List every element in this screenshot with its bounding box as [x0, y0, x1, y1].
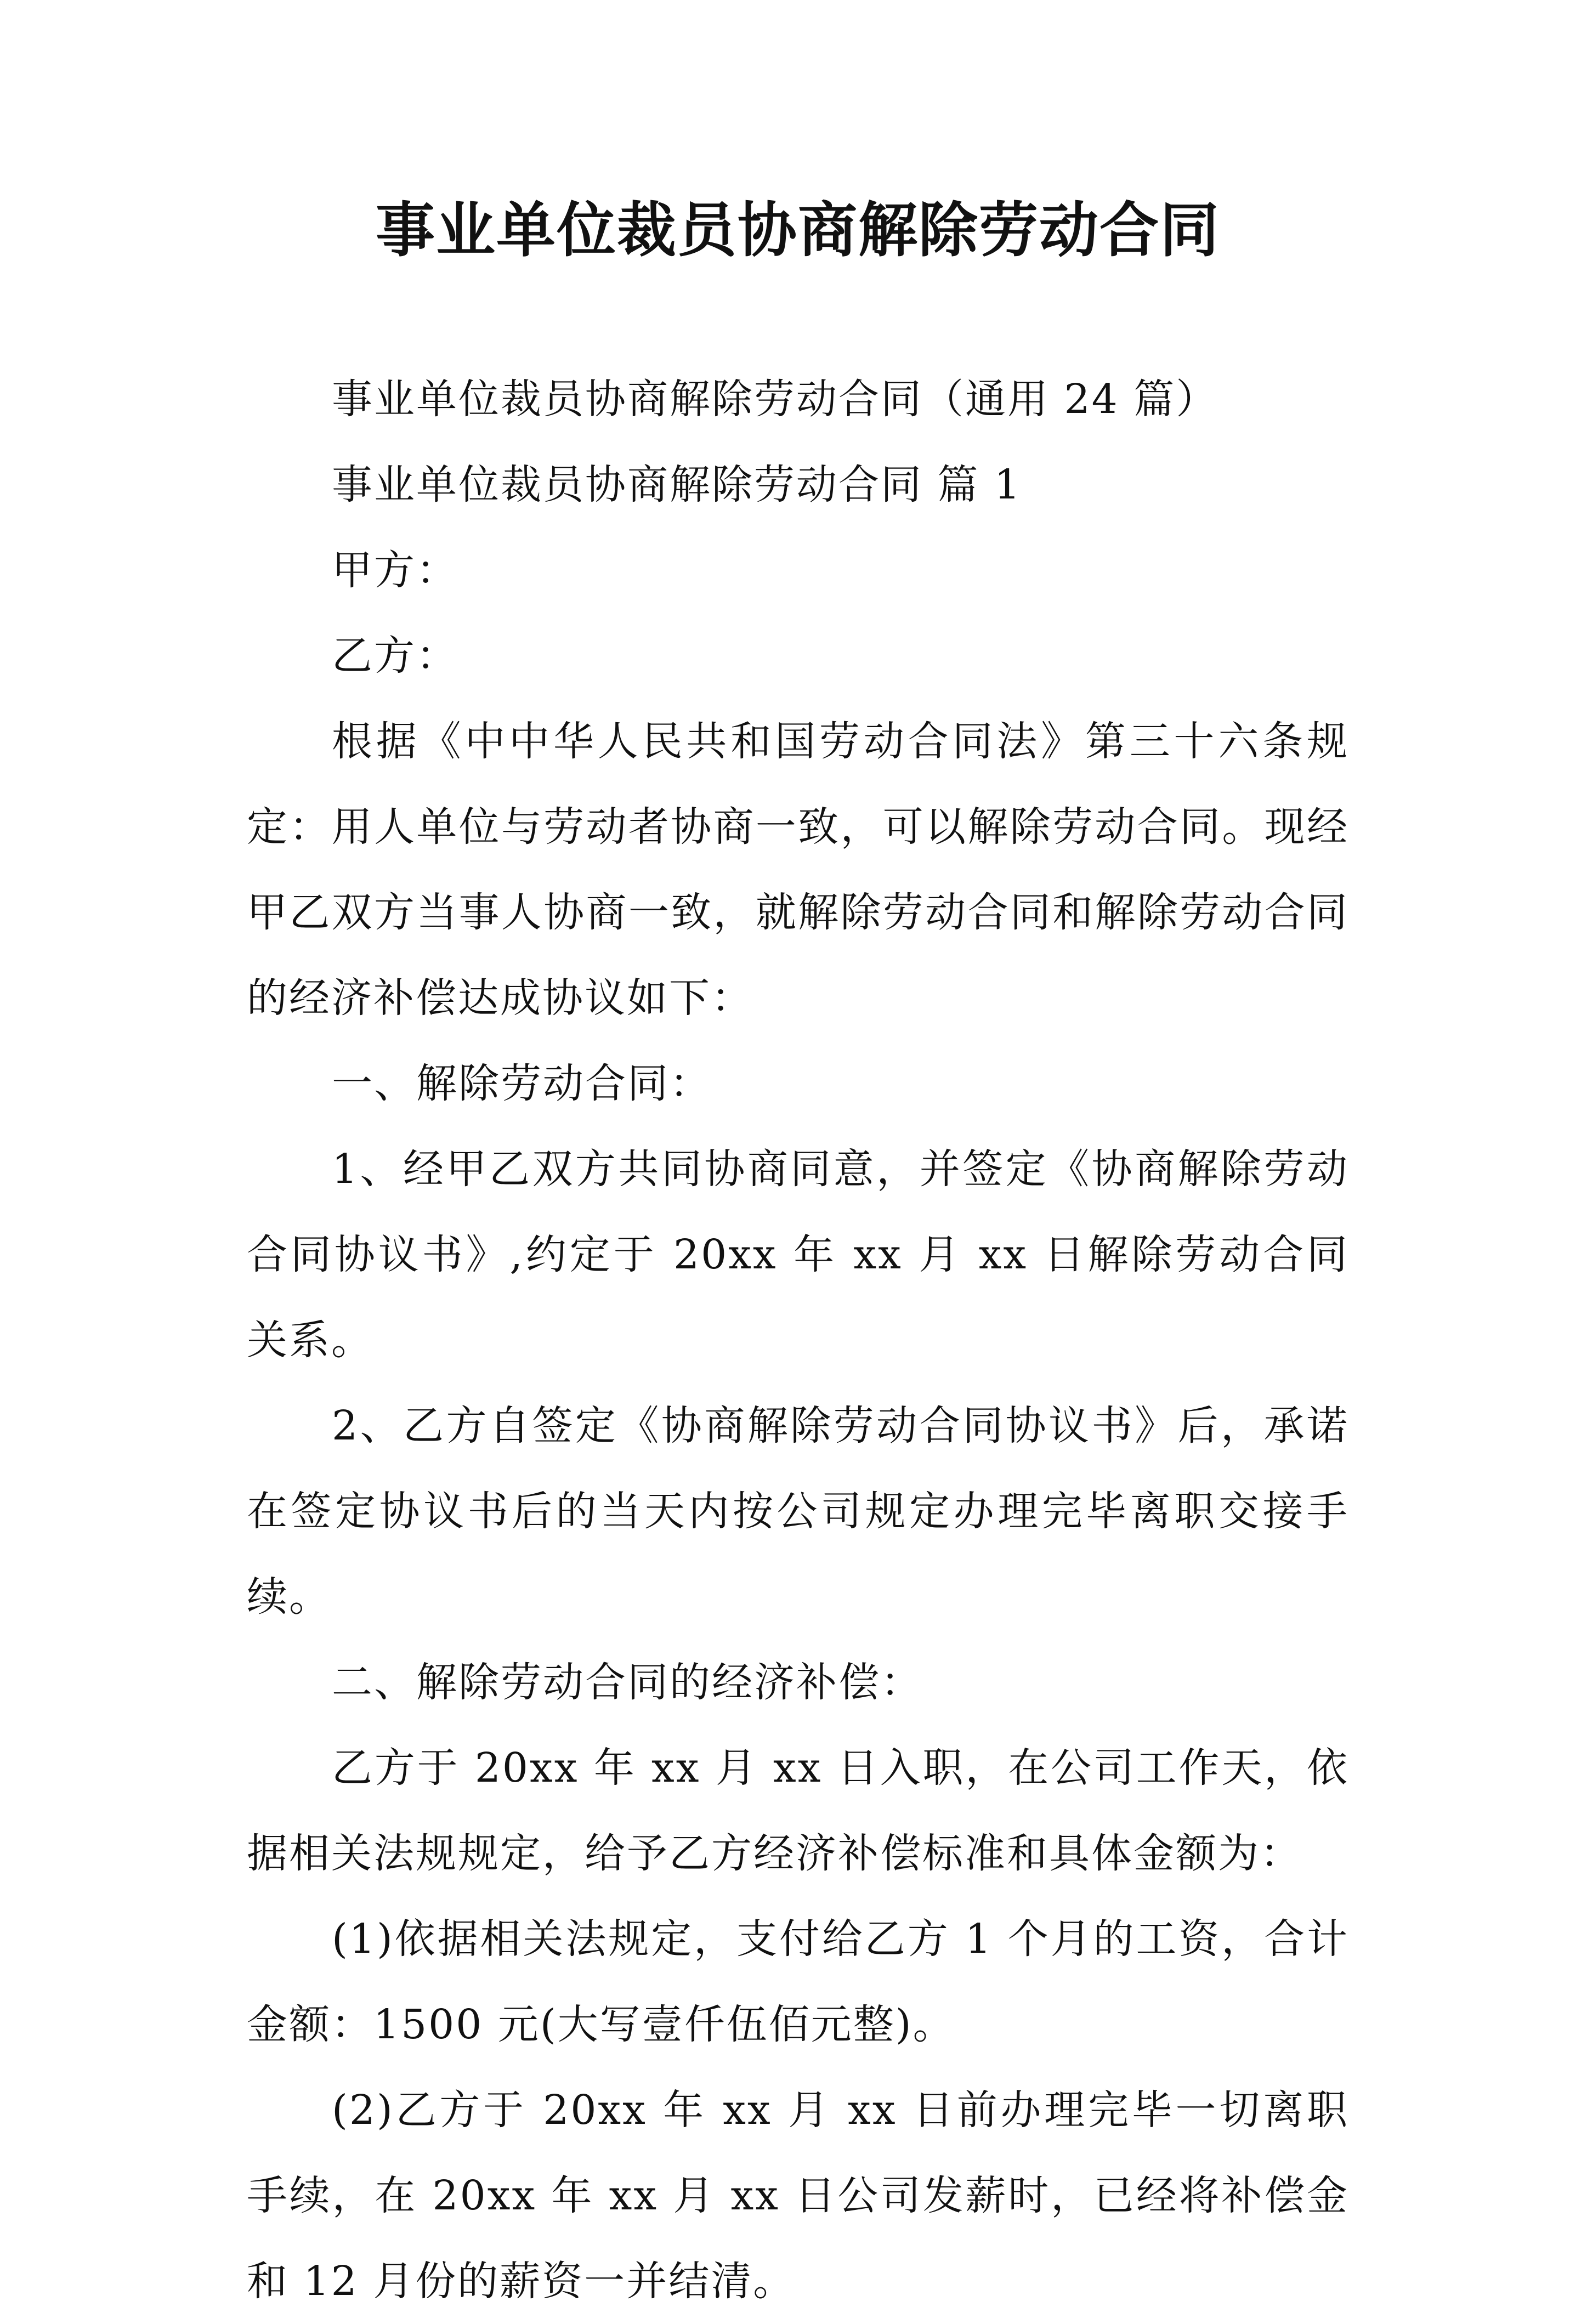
paragraph-subtitle: 事业单位裁员协商解除劳动合同（通用 24 篇） [332, 376, 1218, 423]
paragraph-compensation-item-2: (2)乙方于 20xx 年 xx 月 xx 日前办理完毕一切离职手续，在 20xx 年 xx 月 xx 日公司发薪时，已经将补偿金和 12 月份的薪资一并结清。 [247, 2087, 1349, 2305]
document-body [247, 356, 1349, 2324]
paragraph-compensation-intro: 乙方于 20xx 年 xx 月 xx 日入职，在公司工作天，依据相关法规规定，给予乙方经济补偿标准和具体金额为： [247, 1744, 1349, 1877]
paragraph-clause-1: 1、经甲乙双方共同协商同意，并签定《协商解除劳动合同协议书》,约定于 20xx 年 xx 月 xx 日解除劳动合同关系。 [247, 1146, 1349, 1364]
paragraph-compensation-item-1: (1)依据相关法规定，支付给乙方 1 个月的工资，合计金额：1500 元(大写壹仟伍佰元整)。 [247, 1915, 1349, 2048]
paragraph-section-heading: 事业单位裁员协商解除劳动合同 篇 1 [332, 461, 1022, 508]
paragraph-legal-basis: 根据《中中华人民共和国劳动合同法》第三十六条规定：用人单位与劳动者协商一致，可以解除劳动合同。现经甲乙双方当事人协商一致，就解除劳动合同和解除劳动合同的经济补偿达成协议如下： [247, 718, 1349, 1022]
paragraph-heading-compensation: 二、解除劳动合同的经济补偿： [332, 1659, 923, 1706]
paragraph-party-a: 甲方： [332, 547, 458, 594]
paragraph-party-b: 乙方： [332, 632, 458, 679]
paragraph-heading-termination: 一、解除劳动合同： [332, 1060, 712, 1107]
paragraph-clause-2: 2、乙方自签定《协商解除劳动合同协议书》后，承诺在签定协议书后的当天内按公司规定办理完毕离职交接手续。 [247, 1402, 1349, 1620]
document-title: 事业单位裁员协商解除劳动合同 [375, 196, 1220, 265]
